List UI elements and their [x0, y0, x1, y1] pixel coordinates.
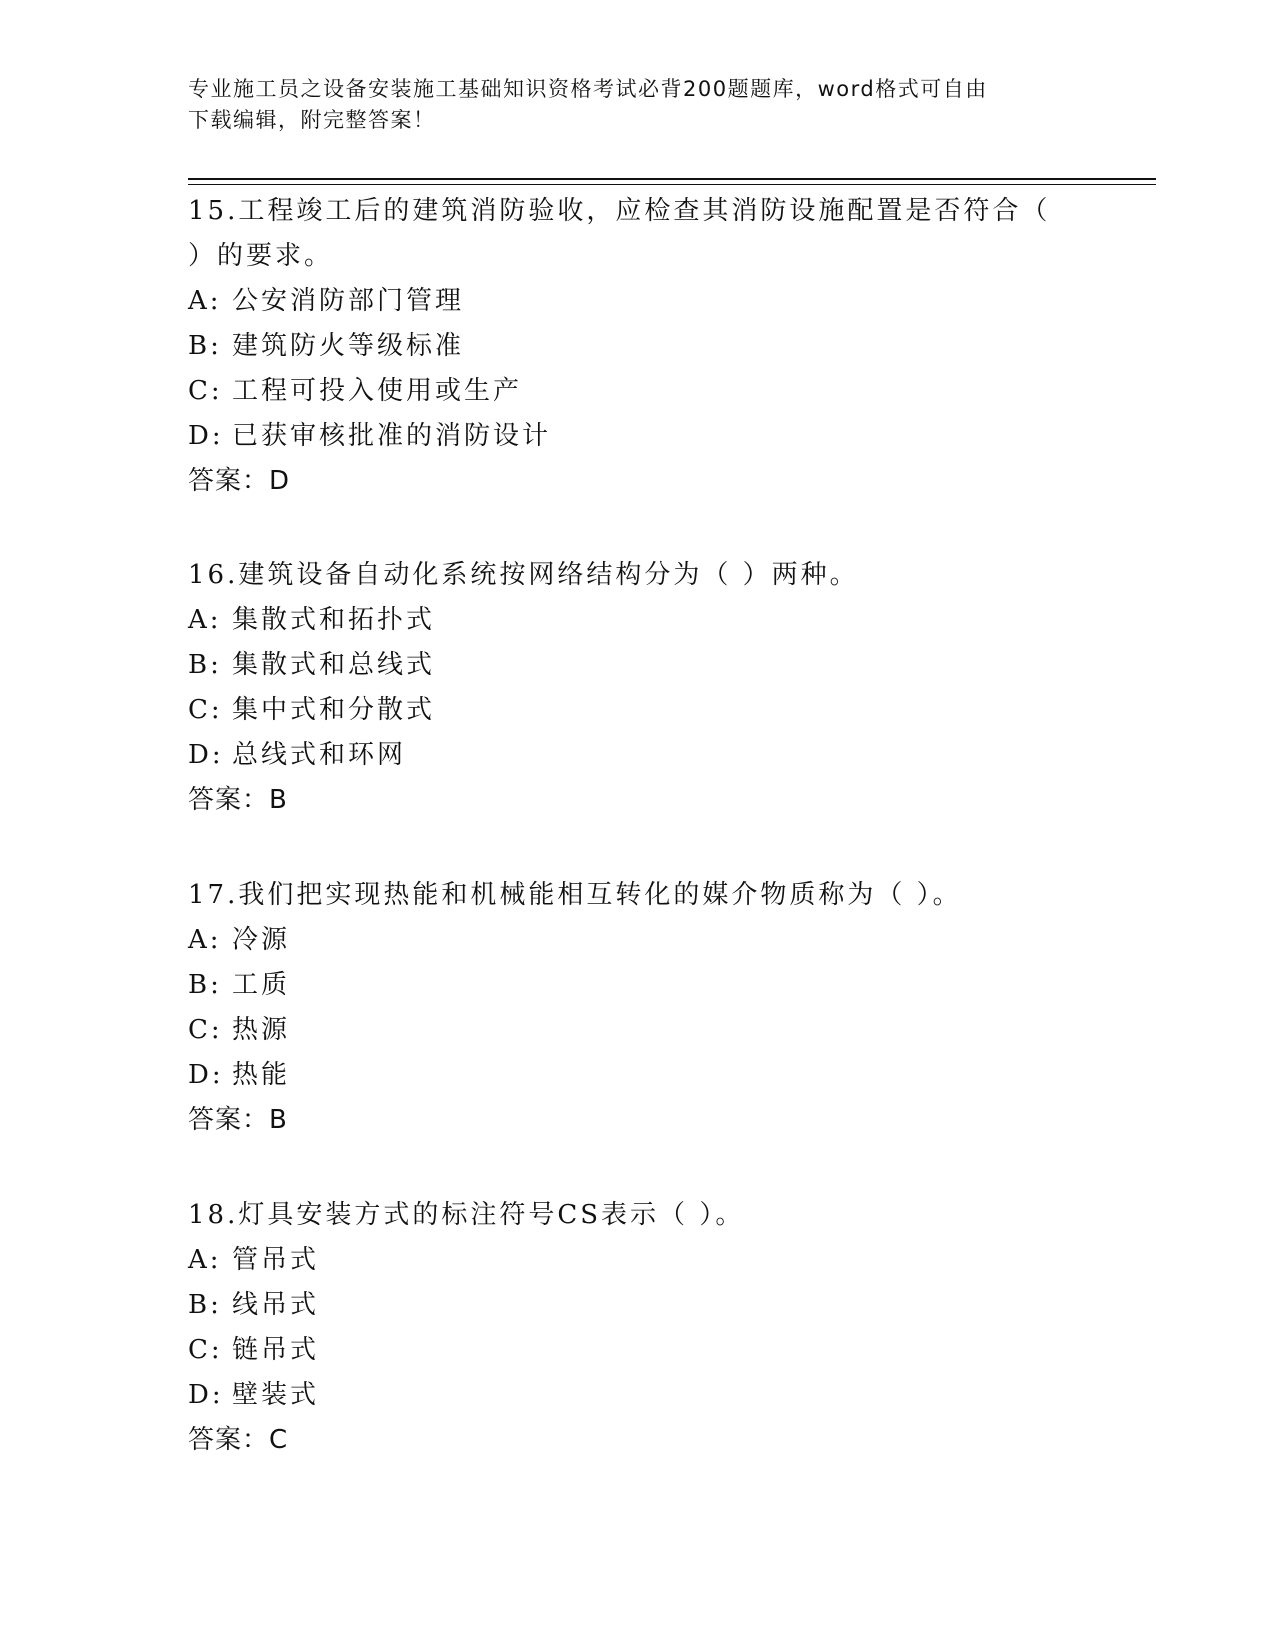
option-letter: C: [188, 1335, 223, 1365]
option-letter: D: [188, 1380, 224, 1410]
question-stem [188, 553, 1068, 598]
option-text: 链吊式 [232, 1335, 320, 1365]
option-letter: C: [188, 376, 223, 406]
option-text: 热能 [232, 1060, 291, 1090]
option-letter: D: [188, 1060, 224, 1090]
option-text: 工程可投入使用或生产 [232, 376, 523, 406]
option-b [188, 324, 1068, 369]
option-d [188, 1373, 1068, 1418]
option-c [188, 1008, 1068, 1053]
option-letter: B: [188, 1290, 222, 1320]
answer-line: 答案：B [188, 785, 288, 815]
answer-line: 答案：C [188, 1425, 289, 1455]
option-text: 冷源 [232, 925, 291, 955]
option-text: 公安消防部门管理 [232, 286, 465, 316]
option-text: 总线式和环网 [232, 740, 407, 770]
option-letter: B: [188, 970, 222, 1000]
option-text: 已获审核批准的消防设计 [232, 421, 552, 451]
option-text: 集中式和分散式 [232, 695, 436, 725]
option-letter: A: [188, 925, 222, 955]
option-text: 集散式和总线式 [232, 650, 436, 680]
question-stem-line-1: 17.我们把实现热能和机械能相互转化的媒介物质称为（ ）。 [188, 880, 962, 910]
option-d [188, 1053, 1068, 1098]
option-letter: B: [188, 650, 222, 680]
option-text: 管吊式 [232, 1245, 320, 1275]
option-text: 壁装式 [232, 1380, 320, 1410]
question-15 [188, 189, 1068, 504]
question-stem [188, 1193, 1068, 1238]
header-divider-thick [188, 178, 1156, 180]
header-line-1: 专业施工员之设备安装施工基础知识资格考试必背200题题库，word格式可自由 [188, 77, 988, 101]
option-c [188, 369, 1068, 414]
option-a [188, 1238, 1068, 1283]
answer-line: 答案：D [188, 466, 291, 496]
question-16 [188, 553, 1068, 823]
option-letter: B: [188, 331, 222, 361]
option-text: 建筑防火等级标准 [232, 331, 465, 361]
option-text: 线吊式 [232, 1290, 320, 1320]
option-c [188, 688, 1068, 733]
document-header [188, 74, 1068, 136]
option-a [188, 279, 1068, 324]
option-a [188, 598, 1068, 643]
question-stem [188, 189, 1068, 279]
option-letter: C: [188, 695, 223, 725]
answer-line: 答案：B [188, 1105, 288, 1135]
question-stem-line-1: 16.建筑设备自动化系统按网络结构分为（ ）两种。 [188, 560, 859, 590]
option-d [188, 733, 1068, 778]
question-stem [188, 873, 1068, 918]
option-b [188, 643, 1068, 688]
option-letter: A: [188, 286, 222, 316]
option-text: 集散式和拓扑式 [232, 605, 436, 635]
option-a [188, 918, 1068, 963]
question-stem-line-2: ）的要求。 [188, 241, 334, 271]
option-letter: A: [188, 1245, 222, 1275]
question-stem-line-1: 18.灯具安装方式的标注符号CS表示（ ）。 [188, 1200, 745, 1230]
question-18 [188, 1193, 1068, 1463]
option-d [188, 414, 1068, 459]
option-letter: D: [188, 421, 224, 451]
option-c [188, 1328, 1068, 1373]
header-divider-thin [188, 184, 1156, 185]
option-b [188, 1283, 1068, 1328]
option-text: 工质 [232, 970, 291, 1000]
header-line-2: 下载编辑，附完整答案！ [188, 108, 436, 132]
option-letter: C: [188, 1015, 223, 1045]
question-17 [188, 873, 1068, 1143]
option-text: 热源 [232, 1015, 291, 1045]
option-b [188, 963, 1068, 1008]
question-stem-line-1: 15.工程竣工后的建筑消防验收，应检查其消防设施配置是否符合（ [188, 196, 1051, 226]
option-letter: A: [188, 605, 222, 635]
option-letter: D: [188, 740, 224, 770]
